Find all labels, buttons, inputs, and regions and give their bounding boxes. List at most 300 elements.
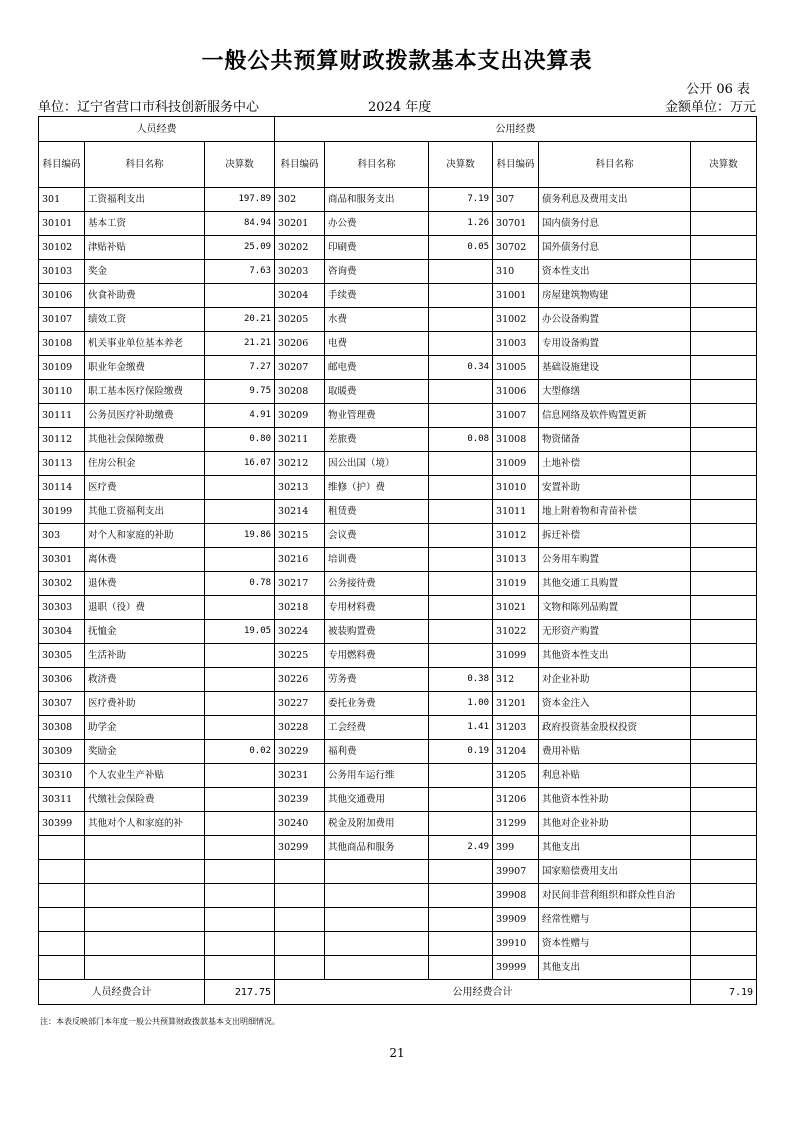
table-row: [39, 860, 757, 884]
subject-name-cell: 会议费: [325, 524, 429, 548]
subject-name-cell: 物资储备: [539, 428, 691, 452]
table-row: [39, 548, 757, 572]
subject-name-cell: 委托业务费: [325, 692, 429, 716]
subject-code-cell: 30205: [275, 308, 325, 332]
subject-code-cell: 39909: [493, 908, 539, 932]
subject-name-cell: [85, 908, 205, 932]
amount-cell: [691, 932, 757, 956]
subject-name-cell: 工资福利支出: [85, 188, 205, 212]
amount-cell: [691, 620, 757, 644]
subject-code-cell: 30303: [39, 596, 85, 620]
subject-name-cell: 手续费: [325, 284, 429, 308]
subject-code-cell: 30309: [39, 740, 85, 764]
amount-cell: 0.34: [429, 356, 493, 380]
subject-code-cell: 30214: [275, 500, 325, 524]
subject-name-cell: 代缴社会保险费: [85, 788, 205, 812]
subject-code-cell: 31002: [493, 308, 539, 332]
subject-code-cell: 30103: [39, 260, 85, 284]
subject-name-cell: 对企业补助: [539, 668, 691, 692]
subject-code-cell: 31099: [493, 644, 539, 668]
subject-code-cell: 30702: [493, 236, 539, 260]
page-number: 21: [389, 1046, 405, 1060]
subject-code-cell: 30217: [275, 572, 325, 596]
amount-cell: [429, 884, 493, 908]
amount-cell: [691, 212, 757, 236]
subject-name-cell: 费用补贴: [539, 740, 691, 764]
amount-cell: [429, 812, 493, 836]
column-header-code: 科目编码: [493, 142, 539, 188]
table-row: [39, 716, 757, 740]
table-row: [39, 284, 757, 308]
amount-cell: [691, 956, 757, 980]
amount-cell: [691, 236, 757, 260]
subject-code-cell: [275, 956, 325, 980]
subject-code-cell: 30102: [39, 236, 85, 260]
amount-cell: [691, 404, 757, 428]
amount-cell: [691, 524, 757, 548]
subject-code-cell: 30101: [39, 212, 85, 236]
subject-name-cell: 其他交通费用: [325, 788, 429, 812]
subject-name-cell: 利息补贴: [539, 764, 691, 788]
subject-code-cell: 30109: [39, 356, 85, 380]
amount-cell: [691, 260, 757, 284]
subject-code-cell: 30201: [275, 212, 325, 236]
amount-cell: [691, 812, 757, 836]
amount-cell: [429, 284, 493, 308]
amount-cell: [429, 260, 493, 284]
subject-name-cell: 物业管理费: [325, 404, 429, 428]
subject-name-cell: 公务用车购置: [539, 548, 691, 572]
subject-name-cell: 基本工资: [85, 212, 205, 236]
table-row: [39, 932, 757, 956]
table-row: [39, 332, 757, 356]
subject-code-cell: 30306: [39, 668, 85, 692]
subject-name-cell: 奖励金: [85, 740, 205, 764]
subject-code-cell: 30307: [39, 692, 85, 716]
subject-name-cell: 办公费: [325, 212, 429, 236]
amount-cell: 21.21: [205, 332, 275, 356]
column-header-code: 科目编码: [275, 142, 325, 188]
year-label: 2024 年度: [368, 100, 432, 115]
amount-cell: [205, 500, 275, 524]
amount-cell: [691, 668, 757, 692]
amount-cell: [691, 908, 757, 932]
subject-name-cell: 拆迁补偿: [539, 524, 691, 548]
subject-code-cell: 30209: [275, 404, 325, 428]
subject-name-cell: 办公设备购置: [539, 308, 691, 332]
amount-cell: 84.94: [205, 212, 275, 236]
amount-cell: 197.89: [205, 188, 275, 212]
amount-cell: [691, 836, 757, 860]
subject-code-cell: 30231: [275, 764, 325, 788]
column-header-name: 科目名称: [539, 142, 691, 188]
subject-code-cell: 30308: [39, 716, 85, 740]
subject-name-cell: 地上附着物和青苗补偿: [539, 500, 691, 524]
amount-cell: 1.00: [429, 692, 493, 716]
subject-name-cell: 其他社会保障缴费: [85, 428, 205, 452]
personnel-total-value: 217.75: [205, 980, 275, 1005]
subject-code-cell: 30701: [493, 212, 539, 236]
personnel-total-label: 人员经费合计: [39, 980, 205, 1005]
subject-name-cell: 租赁费: [325, 500, 429, 524]
subject-code-cell: 30199: [39, 500, 85, 524]
subject-code-cell: 30240: [275, 812, 325, 836]
subject-name-cell: 国外债务付息: [539, 236, 691, 260]
amount-cell: [205, 812, 275, 836]
subject-name-cell: 大型修缮: [539, 380, 691, 404]
subject-name-cell: 住房公积金: [85, 452, 205, 476]
subject-name-cell: 被装购置费: [325, 620, 429, 644]
column-header-amount: 决算数: [429, 142, 493, 188]
table-row: [39, 812, 757, 836]
subject-name-cell: 专用燃料费: [325, 644, 429, 668]
table-group-header: [39, 117, 757, 142]
subject-code-cell: 30213: [275, 476, 325, 500]
public-group-header: 公用经费: [275, 117, 757, 142]
amount-cell: 7.63: [205, 260, 275, 284]
subject-name-cell: 安置补助: [539, 476, 691, 500]
subject-code-cell: 39910: [493, 932, 539, 956]
amount-cell: [205, 764, 275, 788]
subject-name-cell: [85, 884, 205, 908]
subject-name-cell: [325, 860, 429, 884]
subject-name-cell: 绩效工资: [85, 308, 205, 332]
subject-name-cell: 福利费: [325, 740, 429, 764]
amount-cell: [205, 668, 275, 692]
amount-cell: [691, 740, 757, 764]
subject-code-cell: 31013: [493, 548, 539, 572]
amount-cell: [205, 860, 275, 884]
subject-code-cell: 31012: [493, 524, 539, 548]
amount-cell: [691, 500, 757, 524]
subject-code-cell: [275, 908, 325, 932]
subject-code-cell: 30399: [39, 812, 85, 836]
subject-name-cell: 伙食补助费: [85, 284, 205, 308]
amount-cell: [429, 644, 493, 668]
subject-name-cell: [325, 932, 429, 956]
amount-cell: [429, 572, 493, 596]
table-row: [39, 668, 757, 692]
expenditure-table: [38, 116, 757, 1005]
subject-name-cell: 抚恤金: [85, 620, 205, 644]
subject-name-cell: 经常性赠与: [539, 908, 691, 932]
amount-cell: 0.78: [205, 572, 275, 596]
amount-cell: [205, 596, 275, 620]
subject-code-cell: 31299: [493, 812, 539, 836]
subject-code-cell: 310: [493, 260, 539, 284]
subject-name-cell: 咨询费: [325, 260, 429, 284]
amount-cell: [429, 860, 493, 884]
amount-cell: [429, 956, 493, 980]
amount-cell: [205, 908, 275, 932]
subject-name-cell: 对民间非营利组织和群众性自治: [539, 884, 691, 908]
subject-name-cell: 无形资产购置: [539, 620, 691, 644]
subject-name-cell: 专用材料费: [325, 596, 429, 620]
column-header-name: 科目名称: [325, 142, 429, 188]
amount-cell: [691, 596, 757, 620]
subject-name-cell: 差旅费: [325, 428, 429, 452]
subject-name-cell: 资本性赠与: [539, 932, 691, 956]
subject-code-cell: 399: [493, 836, 539, 860]
amount-cell: [691, 572, 757, 596]
subject-code-cell: 31006: [493, 380, 539, 404]
subject-code-cell: 30203: [275, 260, 325, 284]
amount-cell: 0.02: [205, 740, 275, 764]
amount-cell: [691, 476, 757, 500]
subject-code-cell: [39, 956, 85, 980]
subject-code-cell: 31003: [493, 332, 539, 356]
subject-name-cell: 生活补助: [85, 644, 205, 668]
amount-cell: [429, 908, 493, 932]
amount-cell: [429, 620, 493, 644]
subject-name-cell: 个人农业生产补贴: [85, 764, 205, 788]
table-row: [39, 452, 757, 476]
column-header-amount: 决算数: [205, 142, 275, 188]
amount-cell: 4.91: [205, 404, 275, 428]
subject-code-cell: 30299: [275, 836, 325, 860]
amount-cell: [205, 836, 275, 860]
public-total-value: 7.19: [691, 980, 757, 1005]
subject-name-cell: 助学金: [85, 716, 205, 740]
subject-name-cell: 其他对企业补助: [539, 812, 691, 836]
subject-code-cell: 30216: [275, 548, 325, 572]
unit-label: 单位：辽宁省营口市科技创新服务中心: [38, 100, 260, 115]
amount-cell: [429, 452, 493, 476]
subject-code-cell: 31001: [493, 284, 539, 308]
subject-code-cell: 31007: [493, 404, 539, 428]
amount-cell: 16.07: [205, 452, 275, 476]
subject-code-cell: [39, 860, 85, 884]
subject-name-cell: 津贴补贴: [85, 236, 205, 260]
amount-cell: [691, 764, 757, 788]
subject-name-cell: 其他支出: [539, 836, 691, 860]
subject-code-cell: 302: [275, 188, 325, 212]
subject-name-cell: 离休费: [85, 548, 205, 572]
amount-cell: [205, 788, 275, 812]
subject-name-cell: [325, 884, 429, 908]
subject-name-cell: 医疗费: [85, 476, 205, 500]
subject-code-cell: [39, 884, 85, 908]
table-row: [39, 764, 757, 788]
column-header-code: 科目编码: [39, 142, 85, 188]
subject-code-cell: 30113: [39, 452, 85, 476]
table-row: [39, 356, 757, 380]
amount-cell: [691, 788, 757, 812]
subject-name-cell: 救济费: [85, 668, 205, 692]
subject-name-cell: 其他资本性补助: [539, 788, 691, 812]
subject-name-cell: 其他资本性支出: [539, 644, 691, 668]
subject-code-cell: [275, 884, 325, 908]
amount-cell: 19.05: [205, 620, 275, 644]
amount-cell: [691, 332, 757, 356]
amount-cell: 0.05: [429, 236, 493, 260]
subject-code-cell: 30206: [275, 332, 325, 356]
subject-code-cell: 30211: [275, 428, 325, 452]
amount-cell: 7.27: [205, 356, 275, 380]
table-row: [39, 524, 757, 548]
table-row: [39, 428, 757, 452]
amount-cell: [691, 548, 757, 572]
subject-name-cell: 其他对个人和家庭的补: [85, 812, 205, 836]
subject-code-cell: 30215: [275, 524, 325, 548]
amount-cell: [691, 644, 757, 668]
subject-name-cell: 公务员医疗补助缴费: [85, 404, 205, 428]
amount-cell: [691, 884, 757, 908]
subject-name-cell: 机关事业单位基本养老: [85, 332, 205, 356]
amount-cell: 0.38: [429, 668, 493, 692]
page-title: 一般公共预算财政拨款基本支出决算表: [201, 48, 593, 74]
subject-code-cell: 30106: [39, 284, 85, 308]
subject-name-cell: 其他工资福利支出: [85, 500, 205, 524]
subject-code-cell: 30212: [275, 452, 325, 476]
subject-name-cell: 退休费: [85, 572, 205, 596]
table-row: [39, 740, 757, 764]
subject-name-cell: [325, 908, 429, 932]
subject-code-cell: 30310: [39, 764, 85, 788]
amount-cell: [205, 884, 275, 908]
public-total-label: 公用经费合计: [275, 980, 691, 1005]
table-row: [39, 308, 757, 332]
subject-name-cell: [85, 932, 205, 956]
subject-name-cell: 资本性支出: [539, 260, 691, 284]
table-row: [39, 836, 757, 860]
subject-code-cell: 30208: [275, 380, 325, 404]
subject-code-cell: 31010: [493, 476, 539, 500]
subject-code-cell: 30224: [275, 620, 325, 644]
subject-code-cell: 30110: [39, 380, 85, 404]
amount-cell: [205, 716, 275, 740]
table-row: [39, 692, 757, 716]
subject-code-cell: 31022: [493, 620, 539, 644]
amount-cell: [691, 380, 757, 404]
amount-cell: [205, 644, 275, 668]
subject-name-cell: 其他商品和服务: [325, 836, 429, 860]
subject-name-cell: 水费: [325, 308, 429, 332]
subject-code-cell: 30311: [39, 788, 85, 812]
amount-cell: 2.49: [429, 836, 493, 860]
amount-cell: 0.08: [429, 428, 493, 452]
subject-code-cell: 30108: [39, 332, 85, 356]
subject-name-cell: 国家赔偿费用支出: [539, 860, 691, 884]
amount-cell: [691, 188, 757, 212]
totals-row: [39, 980, 757, 1005]
subject-code-cell: 39907: [493, 860, 539, 884]
table-row: [39, 788, 757, 812]
table-column-header: [39, 142, 757, 188]
subject-code-cell: 31204: [493, 740, 539, 764]
subject-code-cell: 30218: [275, 596, 325, 620]
subject-code-cell: [275, 932, 325, 956]
subject-name-cell: [325, 956, 429, 980]
subject-code-cell: 39908: [493, 884, 539, 908]
subject-code-cell: 30107: [39, 308, 85, 332]
amount-cell: 9.75: [205, 380, 275, 404]
amount-cell: [691, 716, 757, 740]
subject-code-cell: 30114: [39, 476, 85, 500]
subject-code-cell: 30305: [39, 644, 85, 668]
subject-code-cell: [39, 908, 85, 932]
amount-cell: [691, 356, 757, 380]
subject-code-cell: 31205: [493, 764, 539, 788]
subject-name-cell: 因公出国（境）: [325, 452, 429, 476]
subject-code-cell: [39, 836, 85, 860]
table-row: [39, 644, 757, 668]
subject-name-cell: 邮电费: [325, 356, 429, 380]
table-row: [39, 620, 757, 644]
subject-name-cell: 职业年金缴费: [85, 356, 205, 380]
amount-cell: [429, 404, 493, 428]
amount-cell: [691, 428, 757, 452]
table-row: [39, 188, 757, 212]
subject-name-cell: 培训费: [325, 548, 429, 572]
subject-code-cell: 31203: [493, 716, 539, 740]
subject-name-cell: 公务接待费: [325, 572, 429, 596]
table-row: [39, 956, 757, 980]
table-row: [39, 404, 757, 428]
subject-name-cell: [85, 836, 205, 860]
subject-name-cell: 职工基本医疗保险缴费: [85, 380, 205, 404]
table-row: [39, 212, 757, 236]
amount-cell: 25.09: [205, 236, 275, 260]
amount-cell: [429, 548, 493, 572]
amount-cell: [429, 764, 493, 788]
subject-code-cell: 31019: [493, 572, 539, 596]
personnel-group-header: 人员经费: [39, 117, 275, 142]
subject-name-cell: 奖金: [85, 260, 205, 284]
report-meta: [38, 96, 756, 114]
amount-cell: [429, 380, 493, 404]
subject-name-cell: 退职（役）费: [85, 596, 205, 620]
subject-name-cell: 国内债务付息: [539, 212, 691, 236]
subject-name-cell: 信息网络及软件购置更新: [539, 404, 691, 428]
amount-cell: 1.26: [429, 212, 493, 236]
table-row: [39, 236, 757, 260]
amount-cell: 0.80: [205, 428, 275, 452]
amount-cell: [205, 476, 275, 500]
subject-code-cell: 30202: [275, 236, 325, 260]
subject-name-cell: 电费: [325, 332, 429, 356]
subject-code-cell: 31201: [493, 692, 539, 716]
subject-code-cell: 30239: [275, 788, 325, 812]
subject-code-cell: [39, 932, 85, 956]
amount-cell: [429, 788, 493, 812]
subject-name-cell: 取暖费: [325, 380, 429, 404]
amount-cell: [691, 308, 757, 332]
amount-cell: [429, 932, 493, 956]
subject-name-cell: 维修（护）费: [325, 476, 429, 500]
amount-cell: [205, 548, 275, 572]
subject-code-cell: 30226: [275, 668, 325, 692]
table-row: [39, 380, 757, 404]
subject-code-cell: [275, 860, 325, 884]
subject-name-cell: 印刷费: [325, 236, 429, 260]
subject-code-cell: 31011: [493, 500, 539, 524]
subject-name-cell: 医疗费补助: [85, 692, 205, 716]
amount-cell: [429, 596, 493, 620]
amount-cell: 1.41: [429, 716, 493, 740]
amount-cell: [691, 692, 757, 716]
subject-code-cell: 39999: [493, 956, 539, 980]
subject-code-cell: 307: [493, 188, 539, 212]
subject-name-cell: 劳务费: [325, 668, 429, 692]
subject-code-cell: 31008: [493, 428, 539, 452]
subject-code-cell: 31009: [493, 452, 539, 476]
amount-unit-label: 金额单位：万元: [664, 100, 756, 115]
amount-cell: [205, 692, 275, 716]
subject-code-cell: 31021: [493, 596, 539, 620]
footnote: 注：本表反映部门本年度一般公共预算财政拨款基本支出明细情况。: [40, 1017, 280, 1026]
subject-name-cell: [85, 860, 205, 884]
